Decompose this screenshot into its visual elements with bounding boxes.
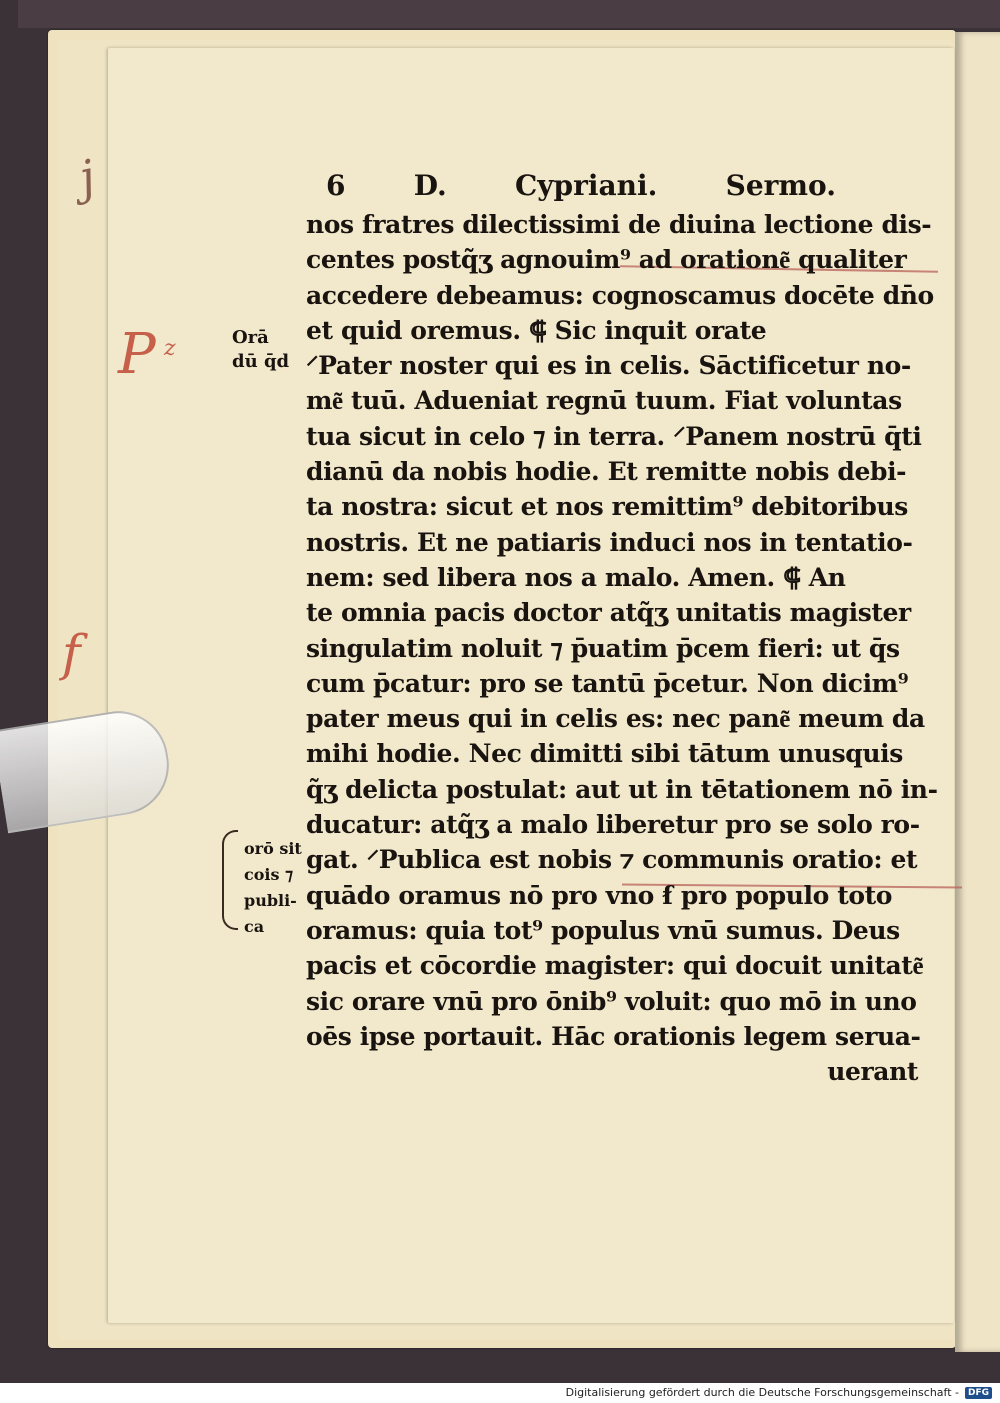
text-line: nostris. Et ne patiaris induci nos in tentatio- <box>306 527 913 557</box>
text-line: nos fratres dilectissimi de diuina lectione dis- <box>306 210 932 239</box>
text-line: oramus: quia tot⁹ populus vnū sumus. Deus <box>306 915 900 945</box>
running-header <box>306 165 926 207</box>
text-line: ta nostra: sicut et nos remittim⁹ debitoribus <box>306 492 908 522</box>
text-line: singulatim noluit ⁊ p̄uatim p̄cem fieri: ut q̄s <box>306 633 900 663</box>
annotation-mark: z <box>164 336 176 361</box>
text-line: cum p̄catur: pro se tantū p̄cetur. Non dicim⁹ <box>306 668 909 698</box>
text-line: gat. ⸍Publica est nobis ⁊ communis oratio: et <box>306 845 918 875</box>
text-line: q̃ʒ delicta postulat: aut ut in tētationem nō in- <box>306 774 938 804</box>
marginal-line: Orā <box>232 327 269 348</box>
marginal-note <box>232 326 289 374</box>
text-line: tua sicut in celo ⁊ in terra. ⸍Panem nostrū q̄ti <box>306 421 922 451</box>
text-line: oēs ipse portauit. Hāc orationis legem serua- <box>306 1021 921 1051</box>
annotation-mark: f <box>62 624 81 682</box>
annotation-mark: P <box>118 322 156 387</box>
text-line: sic orare vnū pro ōnib⁹ voluit: quo mō in uno <box>306 986 917 1016</box>
header-title: Sermo. <box>725 169 836 202</box>
header-abbrev: D. <box>413 169 447 202</box>
text-line: nem: sed libera nos a malo. Amen. ⸿ An <box>306 562 846 592</box>
text-line: mihi hodie. Nec dimitti sibi tātum unusquis <box>306 739 903 769</box>
text-line: te omnia pacis doctor atq̃ʒ unitatis magister <box>306 598 911 628</box>
text-line: pacis et cōcordie magister: qui docuit unitate͂ <box>306 951 924 981</box>
book-cover-edge <box>18 0 1000 28</box>
text-line: pater meus qui in celis es: nec pane͂ meum da <box>306 704 925 734</box>
brace-mark <box>222 830 238 930</box>
marginal-line: cois ⁊ <box>244 865 294 884</box>
text-line: ⸍Pater noster qui es in celis. Sāctificetur no- <box>306 351 911 381</box>
annotation-mark: j <box>74 149 100 205</box>
text-line: centes postq̃ʒ agnouim⁹ ad oratione͂ qualiter <box>306 245 907 275</box>
text-line: dianū da nobis hodie. Et remitte nobis debi- <box>306 457 907 487</box>
text-line: ducatur: atq̃ʒ a malo liberetur pro se solo ro- <box>306 810 920 840</box>
marginal-line: dū q̄d <box>232 351 290 372</box>
catchword: uerant <box>827 1057 918 1087</box>
text-line: et quid oremus. ⸿ Sic inquit orate <box>306 315 767 345</box>
page-number: 6 <box>326 169 346 202</box>
marginal-line: orō sit <box>244 839 302 858</box>
text-line: quādo oramus nō pro vno ẜ pro populo toto <box>306 880 893 910</box>
footer-text: Digitalisierung gefördert durch die Deutsche Forschungsgemeinschaft - <box>565 1386 959 1399</box>
marginal-line: ca <box>244 917 265 936</box>
marginal-line: publi- <box>244 891 297 910</box>
dfg-logo-icon: DFG <box>965 1387 992 1399</box>
marginal-note <box>244 836 302 940</box>
text-line: me͂ tuū. Adueniat regnū tuum. Fiat voluntas <box>306 386 902 416</box>
footer-credit <box>566 1386 992 1399</box>
text-block <box>306 165 938 1089</box>
header-author: Cypriani. <box>514 169 658 202</box>
facing-page-edge <box>955 32 1000 1352</box>
text-line: accedere debeamus: cognoscamus docēte dn̄o <box>306 280 934 310</box>
